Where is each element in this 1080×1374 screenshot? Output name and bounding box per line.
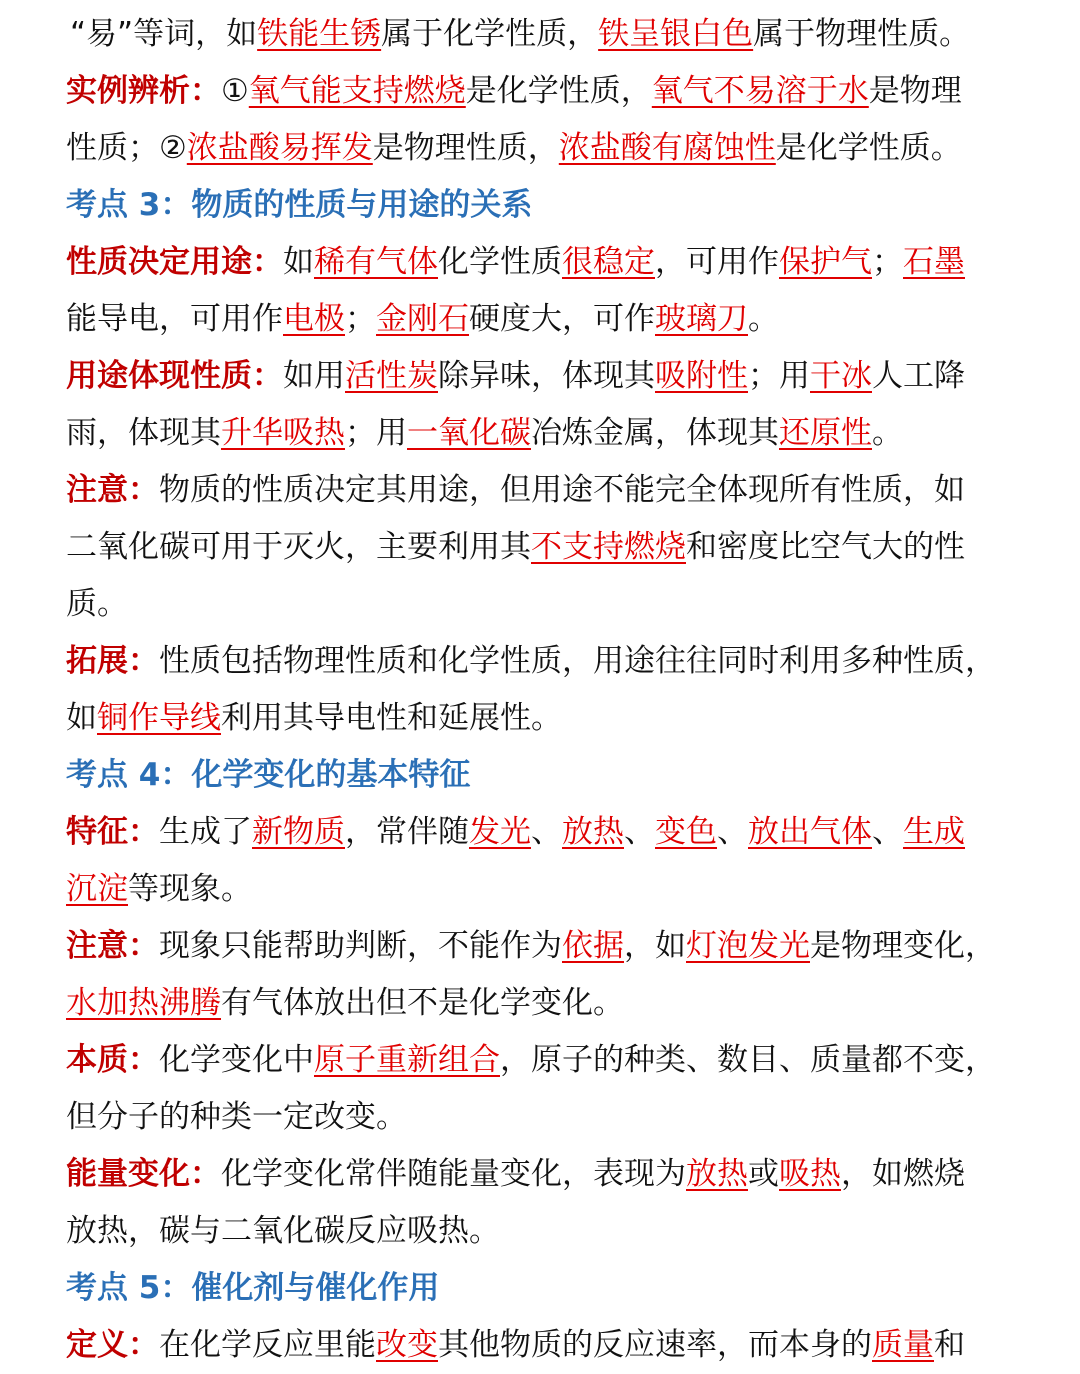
text-line bbox=[66, 120, 1020, 177]
text-line bbox=[66, 348, 1020, 405]
plain-text: 和 bbox=[934, 1327, 965, 1363]
plain-text: ，可用作 bbox=[655, 244, 779, 280]
plain-text: 物质的性质决定其用途，但用途不能完全体现所有性质，如 bbox=[159, 472, 965, 508]
highlighted-term: 发光 bbox=[469, 814, 531, 850]
highlighted-term: 玻璃刀 bbox=[655, 301, 748, 337]
plain-text: 其他物质的反应速率，而本身的 bbox=[438, 1327, 872, 1363]
plain-text: 雨，体现其 bbox=[66, 415, 221, 451]
plain-text: 二氧化碳可用于灭火，主要利用其 bbox=[66, 529, 531, 565]
plain-text: 属于化学性质， bbox=[381, 16, 599, 52]
highlighted-term: 水加热沸腾 bbox=[66, 985, 221, 1021]
heading-text: 考点 4：化学变化的基本特征 bbox=[66, 757, 471, 793]
plain-text: 硬度大，可作 bbox=[469, 301, 655, 337]
plain-text: 。 bbox=[872, 415, 903, 451]
section-label: 实例辨析： bbox=[66, 73, 221, 109]
plain-text: 生成了 bbox=[159, 814, 252, 850]
section-heading bbox=[66, 177, 1020, 234]
plain-text: 、 bbox=[624, 814, 655, 850]
highlighted-term: 不支持燃烧 bbox=[531, 529, 686, 565]
plain-text: 能导电，可用作 bbox=[66, 301, 283, 337]
section-label: 注意： bbox=[66, 928, 159, 964]
highlighted-term: 电极 bbox=[283, 301, 345, 337]
plain-text: 放热，碳与二氧化碳反应吸热。 bbox=[66, 1213, 500, 1249]
section-heading bbox=[66, 1260, 1020, 1317]
plain-text: ，原子的种类、数目、质量都不变， bbox=[500, 1042, 996, 1078]
plain-text: “易”等词，如 bbox=[70, 16, 258, 52]
highlighted-term: 生成 bbox=[903, 814, 965, 850]
highlighted-term: 还原性 bbox=[779, 415, 872, 451]
section-label: 定义： bbox=[66, 1327, 159, 1363]
text-line bbox=[66, 690, 1020, 747]
highlighted-term: 新物质 bbox=[252, 814, 345, 850]
plain-text: ① bbox=[221, 73, 249, 109]
highlighted-term: 吸附性 bbox=[655, 358, 748, 394]
plain-text: 化学变化常伴随能量变化，表现为 bbox=[221, 1156, 686, 1192]
text-line bbox=[66, 1032, 1020, 1089]
text-line bbox=[66, 1317, 1020, 1374]
highlighted-term: 氧气不易溶于水 bbox=[651, 73, 869, 109]
plain-text: 但分子的种类一定改变。 bbox=[66, 1099, 407, 1135]
plain-text: 性质；② bbox=[66, 130, 187, 166]
highlighted-term: 很稳定 bbox=[562, 244, 655, 280]
plain-text: 性质包括物理性质和化学性质，用途往往同时利用多种性质， bbox=[159, 643, 996, 679]
text-line bbox=[66, 1089, 1020, 1146]
plain-text: 有气体放出但不是化学变化。 bbox=[221, 985, 624, 1021]
plain-text: 如 bbox=[283, 244, 314, 280]
highlighted-term: 放热 bbox=[562, 814, 624, 850]
text-line bbox=[66, 519, 1020, 576]
highlighted-term: 稀有气体 bbox=[314, 244, 438, 280]
plain-text: ；用 bbox=[748, 358, 810, 394]
text-line bbox=[66, 6, 1020, 63]
plain-text: ，如燃烧 bbox=[841, 1156, 965, 1192]
plain-text: 现象只能帮助判断，不能作为 bbox=[159, 928, 562, 964]
section-label: 注意： bbox=[66, 472, 159, 508]
section-label: 用途体现性质： bbox=[66, 358, 283, 394]
text-line bbox=[66, 1203, 1020, 1260]
text-line bbox=[66, 633, 1020, 690]
highlighted-term: 原子重新组合 bbox=[314, 1042, 500, 1078]
plain-text: 、 bbox=[872, 814, 903, 850]
section-label: 拓展： bbox=[66, 643, 159, 679]
plain-text: 是物理 bbox=[868, 73, 962, 109]
plain-text: 化学变化中 bbox=[159, 1042, 314, 1078]
heading-text: 考点 3：物质的性质与用途的关系 bbox=[66, 187, 533, 223]
highlighted-term: 保护气 bbox=[779, 244, 872, 280]
plain-text: 质。 bbox=[66, 586, 128, 622]
highlighted-term: 吸热 bbox=[779, 1156, 841, 1192]
plain-text: 是化学性质， bbox=[465, 73, 652, 109]
plain-text: 是物理变化， bbox=[810, 928, 996, 964]
highlighted-term: 铁呈银白色 bbox=[598, 16, 754, 52]
text-line bbox=[66, 576, 1020, 633]
text-line bbox=[66, 804, 1020, 861]
plain-text: 除异味，体现其 bbox=[438, 358, 655, 394]
highlighted-term: 石墨 bbox=[903, 244, 965, 280]
section-heading bbox=[66, 747, 1020, 804]
text-line bbox=[66, 975, 1020, 1032]
highlighted-term: 放出气体 bbox=[748, 814, 872, 850]
text-line bbox=[66, 861, 1020, 918]
plain-text: 、 bbox=[717, 814, 748, 850]
plain-text: 或 bbox=[748, 1156, 779, 1192]
highlighted-term: 浓盐酸有腐蚀性 bbox=[558, 130, 776, 166]
highlighted-term: 金刚石 bbox=[376, 301, 469, 337]
highlighted-term: 放热 bbox=[686, 1156, 748, 1192]
plain-text: 在化学反应里能 bbox=[159, 1327, 376, 1363]
text-line bbox=[66, 234, 1020, 291]
plain-text: ，如 bbox=[624, 928, 686, 964]
plain-text: 如 bbox=[66, 700, 97, 736]
plain-text: 人工降 bbox=[872, 358, 965, 394]
plain-text: ； bbox=[872, 244, 903, 280]
text-line bbox=[66, 63, 1020, 120]
text-line bbox=[66, 918, 1020, 975]
highlighted-term: 质量 bbox=[872, 1327, 934, 1363]
text-line bbox=[66, 291, 1020, 348]
highlighted-term: 浓盐酸易挥发 bbox=[186, 130, 373, 166]
text-line bbox=[66, 1146, 1020, 1203]
highlighted-term: 灯泡发光 bbox=[686, 928, 810, 964]
highlighted-term: 沉淀 bbox=[66, 871, 128, 907]
highlighted-term: 干冰 bbox=[810, 358, 872, 394]
plain-text: 是化学性质。 bbox=[775, 130, 962, 166]
highlighted-term: 铁能生锈 bbox=[257, 16, 382, 52]
plain-text: 和密度比空气大的性 bbox=[686, 529, 965, 565]
plain-text: ，常伴随 bbox=[345, 814, 469, 850]
plain-text: 是物理性质， bbox=[372, 130, 559, 166]
plain-text: 化学性质 bbox=[438, 244, 562, 280]
plain-text: ；用 bbox=[345, 415, 407, 451]
plain-text: 属于物理性质。 bbox=[753, 16, 971, 52]
highlighted-term: 依据 bbox=[562, 928, 624, 964]
plain-text: 。 bbox=[748, 301, 779, 337]
highlighted-term: 一氧化碳 bbox=[407, 415, 531, 451]
highlighted-term: 氧气能支持燃烧 bbox=[248, 73, 466, 109]
text-line bbox=[66, 405, 1020, 462]
plain-text: 、 bbox=[531, 814, 562, 850]
highlighted-term: 升华吸热 bbox=[221, 415, 345, 451]
highlighted-term: 铜作导线 bbox=[97, 700, 221, 736]
plain-text: 冶炼金属，体现其 bbox=[531, 415, 779, 451]
highlighted-term: 活性炭 bbox=[345, 358, 438, 394]
plain-text: ； bbox=[345, 301, 376, 337]
section-label: 特征： bbox=[66, 814, 159, 850]
section-label: 性质决定用途： bbox=[66, 244, 283, 280]
text-line bbox=[66, 462, 1020, 519]
highlighted-term: 变色 bbox=[655, 814, 717, 850]
plain-text: 利用其导电性和延展性。 bbox=[221, 700, 562, 736]
plain-text: 等现象。 bbox=[128, 871, 252, 907]
section-label: 能量变化： bbox=[66, 1156, 221, 1192]
section-label: 本质： bbox=[66, 1042, 159, 1078]
highlighted-term: 改变 bbox=[376, 1327, 438, 1363]
heading-text: 考点 5：催化剂与催化作用 bbox=[66, 1270, 440, 1306]
plain-text: 如用 bbox=[283, 358, 345, 394]
